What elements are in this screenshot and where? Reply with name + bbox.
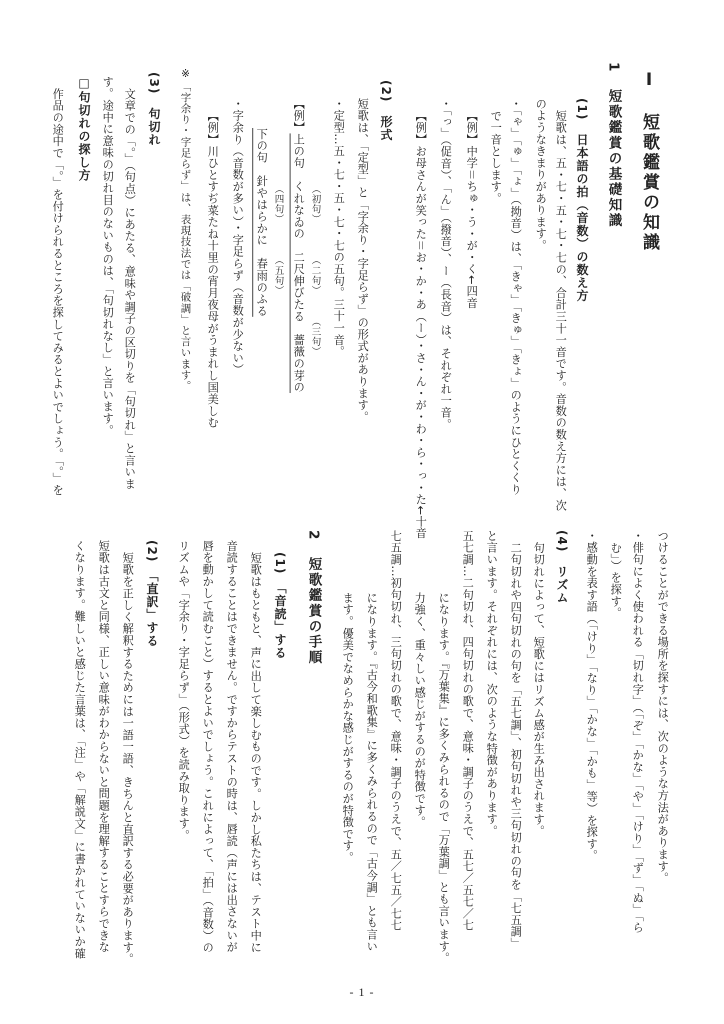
section2-heading bbox=[306, 530, 320, 665]
s1-3-paragraph2-line2: つけることができる場所を探すには、次のような方法があります。 bbox=[656, 530, 670, 884]
s1-2-example-notes2: （四句） （五句） bbox=[272, 184, 284, 296]
s2-2-line1: 短歌を正しく解釈するためには一語一語、きちんと直訳する必要があります。 bbox=[121, 552, 135, 965]
s2-1-title: 「音読」する bbox=[273, 587, 287, 660]
s1-3-title: 句切れ bbox=[147, 107, 161, 147]
s1-4-term2-line1: 七五調…初句切れ、三句切れの歌で、意味・調子のうえで、五／七五／七七 bbox=[389, 530, 403, 932]
s2-1-line1: 短歌はもともと、声に出して楽しむものです。しかし私たちは、テスト中に bbox=[249, 552, 263, 954]
s2-2-line3: くなります。難しいと感じた言葉は、「注」や「解説文」に書かれていないか確 bbox=[73, 540, 87, 960]
chapter-number: Ⅰ bbox=[639, 70, 659, 93]
s1-4-paragraph2-line1: 二句切れや四句切れの句を「五七調」、初句切れや三句切れの句を「七五調」 bbox=[509, 542, 523, 950]
s1-3-box-heading: □句切れの探し方 bbox=[77, 76, 91, 182]
s2-2-title: 「直訳」する bbox=[145, 575, 159, 648]
s1-2-example-text2: 下の句 針やはらかに 春雨のふる bbox=[255, 128, 269, 317]
section1-title: 短歌鑑賞の基礎知識 bbox=[605, 88, 622, 229]
s1-2-example-label: 【例】 bbox=[292, 98, 306, 134]
s1-3-bullet2: ・感動を表す語（「けり」「なり」「かな」「かも」等）を探す。 bbox=[585, 530, 599, 862]
s1-4-heading bbox=[556, 530, 568, 604]
s1-3-bullet1-line2: む」）を探す。 bbox=[609, 542, 623, 619]
s1-2-heading bbox=[380, 80, 392, 141]
s1-2-example-line1 bbox=[293, 98, 304, 393]
s1-1-heading bbox=[576, 98, 588, 302]
s1-2-paragraph: 短歌は、「定型」と「字余り・字足らず」の形式があります。 bbox=[356, 98, 370, 423]
s1-2-number: (2) bbox=[379, 80, 393, 103]
s2-2-line2: 短歌は古文と同様、正しい意味がわからないと問題を理解することすらできな bbox=[97, 540, 111, 953]
s1-1-title: 日本語の拍（音数）の数え方 bbox=[575, 133, 589, 303]
section2-number: 2 bbox=[305, 530, 322, 542]
s1-1-bullet2: ・「っ」（促音）、「ん」（撥音）、ー（長音）は、それぞれ一音。 bbox=[439, 98, 453, 431]
s1-1-example2: 【例】お母さんが笑った＝お・か・あ（ー）・さ・ん・が・わ・ら・っ・た←十音 bbox=[414, 110, 428, 540]
s1-4-paragraph1: 句切れによって、短歌にはリズム感が生み出されます。 bbox=[532, 542, 546, 837]
s1-3-paragraph2-line1: 作品の途中で「。」を付けられるところを探してみるとよいでしょう。「。」を bbox=[51, 88, 65, 496]
s1-1-paragraph-line2: のようなきまりがあります。 bbox=[534, 98, 548, 252]
s1-2-note: ※「字余り・字足らず」は、表現技法では「破調」と言います。 bbox=[179, 68, 192, 392]
s1-4-term1-line2: になります。『万葉集』に多くみられるので「万葉調」とも言います。 bbox=[437, 592, 451, 964]
chapter-title: 短歌鑑賞の知識 bbox=[639, 113, 659, 253]
s1-1-paragraph-line1: 短歌は、五・七・五・七・七の、合計三十一音です。音数の数え方には、次 bbox=[554, 110, 568, 512]
s2-1-line3: 唇を動かして読むこと）するとよいでしょう。これによって、「拍」（音数）の bbox=[201, 540, 215, 954]
s1-4-term1-line1: 五七調…二句切れ、四句切れの歌で、意味・調子のうえで、五七／五七／七 bbox=[461, 530, 475, 932]
s2-1-line4: リズムや「字余り・字足らず」（形式）を読み取ります。 bbox=[177, 540, 191, 842]
page-number: - 1 - bbox=[349, 985, 375, 999]
s1-2-example-line2 bbox=[256, 128, 267, 317]
s1-2-example3: 【例】川ひとすぢ菜たね十里の宵月夜母がうまれし国美しむ bbox=[206, 110, 220, 429]
s2-2-number: (2) bbox=[145, 540, 159, 563]
s1-4-term2-line2: になります。『古今和歌集』に多くみられるので「古今調」とも言い bbox=[365, 592, 379, 953]
s2-1-line2: 音読することはできません。ですからテストの時は、唇読（声には出さないが bbox=[225, 540, 239, 953]
s2-2-heading bbox=[146, 540, 158, 647]
s1-1-number: (1) bbox=[575, 98, 589, 121]
s1-3-paragraph-line2: す。途中に意味の切れ目のないものは、「句切れなし」と言います。 bbox=[101, 76, 115, 437]
s1-1-bullet1-line2: で一音とします。 bbox=[489, 110, 503, 205]
s1-3-number: (3) bbox=[147, 72, 161, 95]
s1-3-bullet1-line1: ・俳句によく使われる「切れ字」（「ぞ」「かな」「や」「けり」「ず」「ぬ」「ら bbox=[631, 530, 645, 934]
s1-4-term2-line3: ます。優美でなめらかな感じがするのが特徴です。 bbox=[341, 592, 355, 864]
chapter-heading bbox=[640, 70, 657, 253]
s1-4-paragraph2-line2: と言います。それぞれには、次のような特徴があります。 bbox=[485, 530, 499, 837]
s2-1-heading bbox=[274, 552, 286, 659]
section2-title: 短歌鑑賞の手順 bbox=[305, 556, 322, 666]
s1-1-bullet1-line1: ・「ゃ」「ゅ」「ょ」（拗音）は、「きゃ」「きゅ」「きょ」のようにひとくくり bbox=[509, 98, 523, 496]
s1-4-term1-line3: 力強く、重々しい感じがするのが特徴です。 bbox=[413, 592, 427, 828]
s1-2-bullet2: ・字余り（音数が多い）・字足らず（音数が少ない） bbox=[231, 98, 245, 376]
section1-number: 1 bbox=[605, 62, 622, 74]
s2-1-number: (1) bbox=[273, 552, 287, 575]
s1-2-example-text1: 上の句 くれなゐの 二尺伸びたる 薔薇の芽の bbox=[292, 133, 306, 394]
s1-2-title: 形式 bbox=[379, 115, 393, 142]
s1-3-paragraph-line1: 文章での「。」（句点）にあたる、意味や調子の区切りを「句切れ」と言いま bbox=[123, 88, 137, 490]
s1-4-title: リズム bbox=[555, 565, 569, 605]
s1-4-number: (4) bbox=[555, 530, 569, 553]
section1-heading bbox=[606, 62, 620, 228]
s1-2-example-notes1: （初句） （二句） （三句） bbox=[309, 184, 321, 357]
s1-2-bullet1: ・定型…五・七・五・七・七の五句。三十一音。 bbox=[332, 98, 346, 358]
s1-1-example1: 【例】中学＝ちゅ・う・が・く←四音 bbox=[465, 110, 479, 309]
s1-3-heading bbox=[148, 72, 160, 146]
